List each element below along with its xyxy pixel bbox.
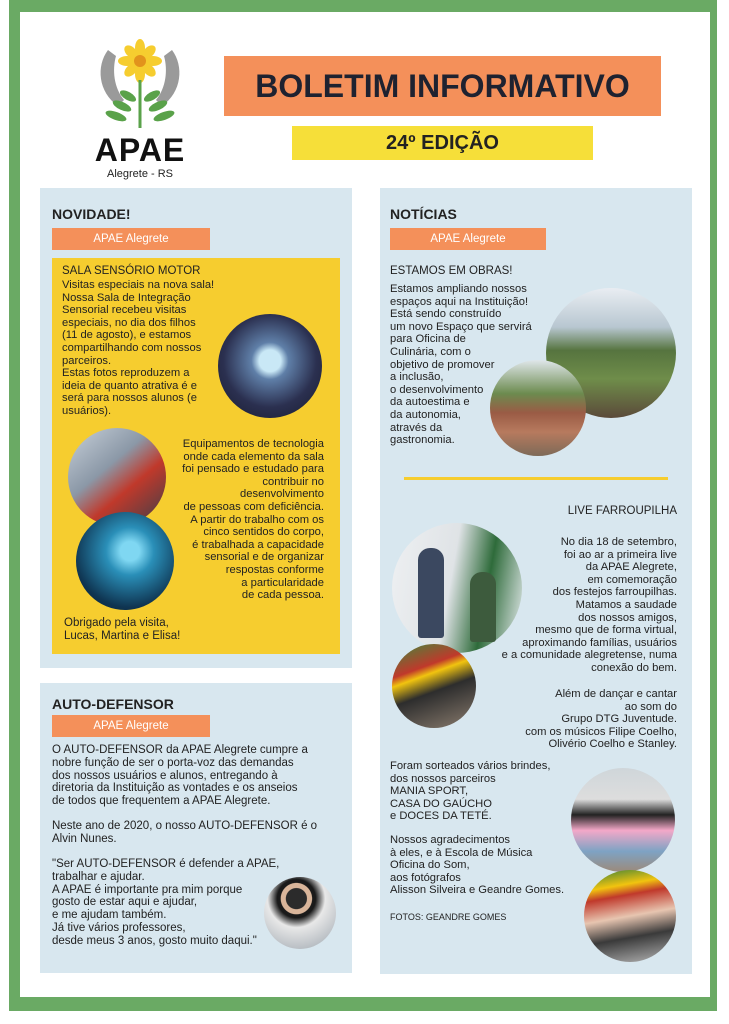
photo-credits: FOTOS: GEANDRE GOMES <box>390 912 507 922</box>
sala-intro: Visitas especiais na nova sala! Nossa Sala de Integração Sensorial recebeu visitas especiais, no dia dos filhos (11 de agosto), e estamos compartilhando com nossos parceiros. Estas fotos reproduzem a ideia de quanto atrativa é e será para nossos alunos (e usuários). <box>62 279 215 417</box>
section-divider <box>404 477 668 480</box>
edition-label: 24º EDIÇÃO <box>386 132 499 154</box>
page-title: BOLETIM INFORMATIVO <box>255 68 630 104</box>
logo-name: APAE <box>94 132 186 168</box>
live-photo-presenters <box>392 523 522 653</box>
agradecimentos-text: Nossos agradecimentos à eles, e à Escola de Música Oficina do Som, aos fotógrafos Alisson Silveira e Geandre Gomes. <box>390 834 565 897</box>
auto-defensor-heading: AUTO-DEFENSOR <box>52 696 174 712</box>
novidade-heading: NOVIDADE! <box>52 206 131 222</box>
live-photo-person-2 <box>470 572 496 642</box>
flower-hands-icon <box>88 36 192 140</box>
sala-thanks: Obrigado pela visita, Lucas, Martina e Elisa! <box>64 617 181 642</box>
auto-defensor-paragraph-2: Neste ano de 2020, o nosso AUTO-DEFENSOR é o Alvin Nunes. <box>52 820 318 845</box>
noticias-heading: NOTÍCIAS <box>390 206 457 222</box>
logo-location: Alegrete - RS <box>106 168 174 180</box>
live-photo-person-1 <box>418 548 444 638</box>
auto-defensor-paragraph-1: O AUTO-DEFENSOR da APAE Alegrete cumpre a nobre função de ser o porta-voz das demandas dos nossos usuários e alunos, entregando à diretoria da Instituição as vontades e os anseios de todos que frequentem a APAE Alegrete. <box>52 744 308 808</box>
dance-photo <box>571 768 675 872</box>
live-text-2: Além de dançar e cantar ao som do Grupo DTG Juventude. com os músicos Filipe Coelho, Olivério Coelho e Stanley. <box>525 688 677 751</box>
sala-title: SALA SENSÓRIO MOTOR <box>62 265 201 277</box>
live-title: LIVE FARROUPILHA <box>567 505 677 517</box>
sala-equipment: Equipamentos de tecnologia onde cada elemento da sala foi pensado e estudado para contribuir no desenvolvimento de pessoas com deficiência. A partir do trabalho com os cinco sentidos do corpo, é trabalhada a capacidade sensorial e de organizar respostas conforme a particularidade de cada pessoa. <box>182 438 324 602</box>
noticias-tag: APAE Alegrete <box>390 228 546 250</box>
live-photo-musicians <box>392 644 476 728</box>
obras-text: Estamos ampliando nossos espaços aqui na Instituição! Está sendo construído um novo Espaço que servirá para Oficina de Culinária, com o objetivo de promover a inclusão, o desenvolvimento da autoestima e da autonomia, através da gastronomia. <box>390 283 532 447</box>
alvin-photo <box>264 877 336 949</box>
auto-defensor-quote: "Ser AUTO-DEFENSOR é defender a APAE, trabalhar e ajudar. A APAE é importante pra mim porque gosto de estar aqui e ajudar, e me ajudam também. Já tive vários professores, desde meus 3 anos, gosto muito daqui." <box>52 858 280 947</box>
live-text-1: No dia 18 de setembro, foi ao ar a primeira live da APAE Alegrete, em comemoração dos festejos farroupilhas. Matamos a saudade dos nossos amigos, mesmo que de forma virtual, aproximando famílias, usuários e a comunidade alegretense, numa conexão do bem. <box>501 536 677 674</box>
crowd-photo <box>584 870 676 962</box>
apae-logo <box>88 36 192 181</box>
novidade-tag: APAE Alegrete <box>52 228 210 250</box>
auto-defensor-tag: APAE Alegrete <box>52 715 210 737</box>
sensory-photo-tube <box>218 314 322 418</box>
obras-photo-bricks <box>490 360 586 456</box>
sorteio-text: Foram sorteados vários brindes, dos nossos parceiros MANIA SPORT, CASA DO GAÚCHO e DOCES DA TETÉ. <box>390 760 551 823</box>
obras-title: ESTAMOS EM OBRAS! <box>390 265 513 277</box>
